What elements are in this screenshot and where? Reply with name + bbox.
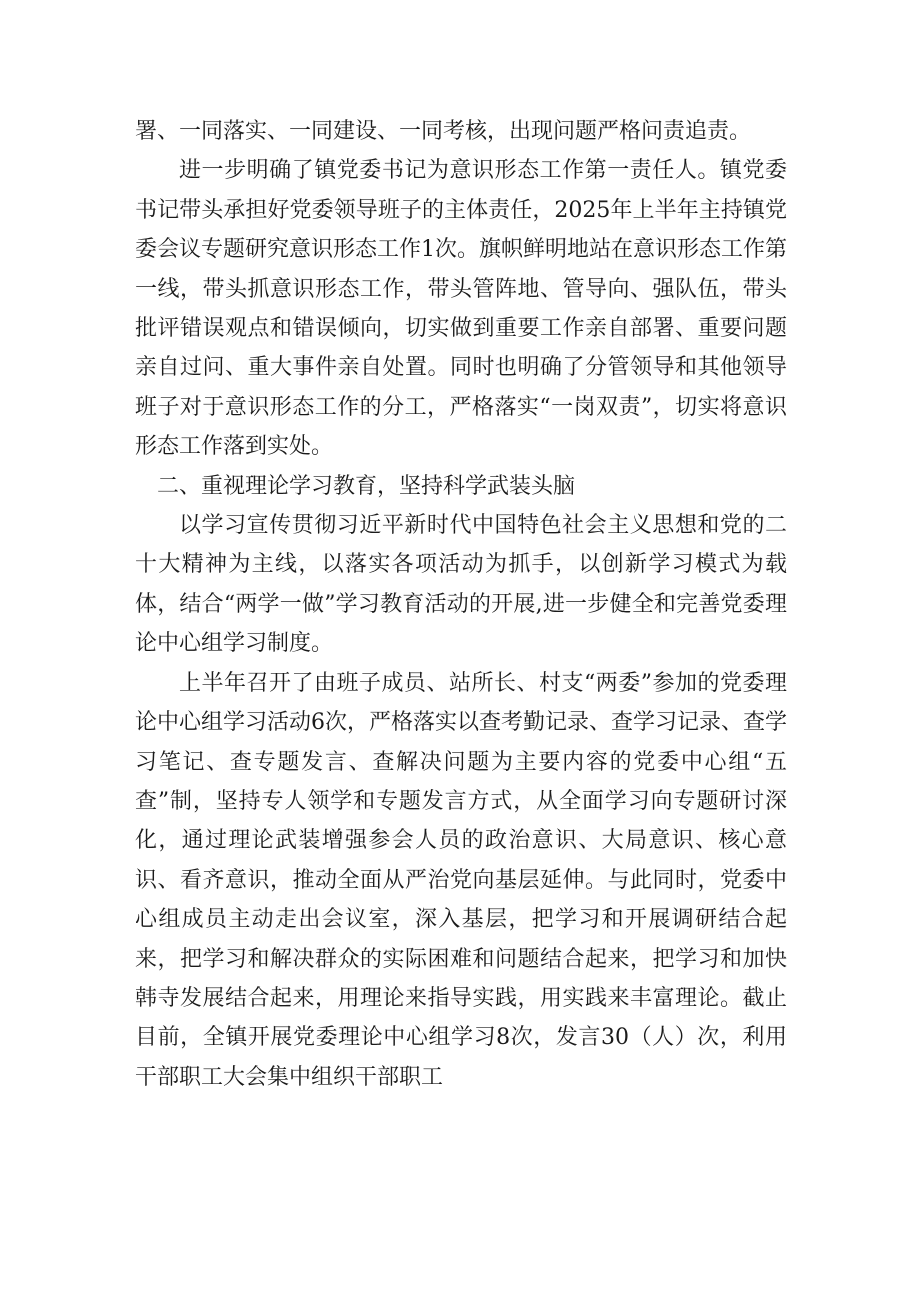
document-body: [135, 112, 787, 1097]
paragraph-study-theme: 以学习宣传贯彻习近平新时代中国特色社会主义思想和党的二十大精神为主线，以落实各项活动为抓手，以创新学习模式为载体，结合“两学一做”学习教育活动的开展,进一步健全和完善党委理论中心组学习制度。: [135, 513, 787, 657]
paragraph-responsibility: 进一步明确了镇党委书记为意识形态工作第一责任人。镇党委书记带头承担好党委领导班子的主体责任，2025年上半年主持镇党委会议专题研究意识形态工作1次。旗帜鲜明地站在意识形态工作第一线，带头抓意识形态工作，带头管阵地、管导向、强队伍，带头批评错误观点和错误倾向，切实做到重要工作亲自部署、重要问题亲自过问、重大事件亲自处置。同时也明确了分管领导和其他领导班子对于意识形态工作的分工，严格落实“一岗双责”，切实将意识形态工作落到实处。: [135, 158, 787, 460]
paragraph-study-activities: 上半年召开了由班子成员、站所长、村支“两委”参加的党委理论中心组学习活动6次，严格落实以查考勤记录、查学习记录、查学习笔记、查专题发言、查解决问题为主要内容的党委中心组“五查”制，坚持专人领学和专题发言方式，从全面学习向专题研讨深化，通过理论武装增强参会人员的政治意识、大局意识、核心意识、看齐意识，推动全面从严治党向基层延伸。与此同时，党委中心组成员主动走出会议室，深入基层，把学习和开展调研结合起来，把学习和解决群众的实际困难和问题结合起来，把学习和加快韩寺发展结合起来，用理论来指导实践，用实践来丰富理论。截止目前，全镇开展党委理论中心组学习8次，发言30（人）次，利用干部职工大会集中组织干部职工: [135, 670, 787, 1090]
paragraph-continuation: 署、一同落实、一同建设、一同考核，出现问题严格问责追责。: [135, 119, 752, 144]
section-heading: 二、重视理论学习教育，坚持科学武装头脑: [157, 473, 576, 499]
